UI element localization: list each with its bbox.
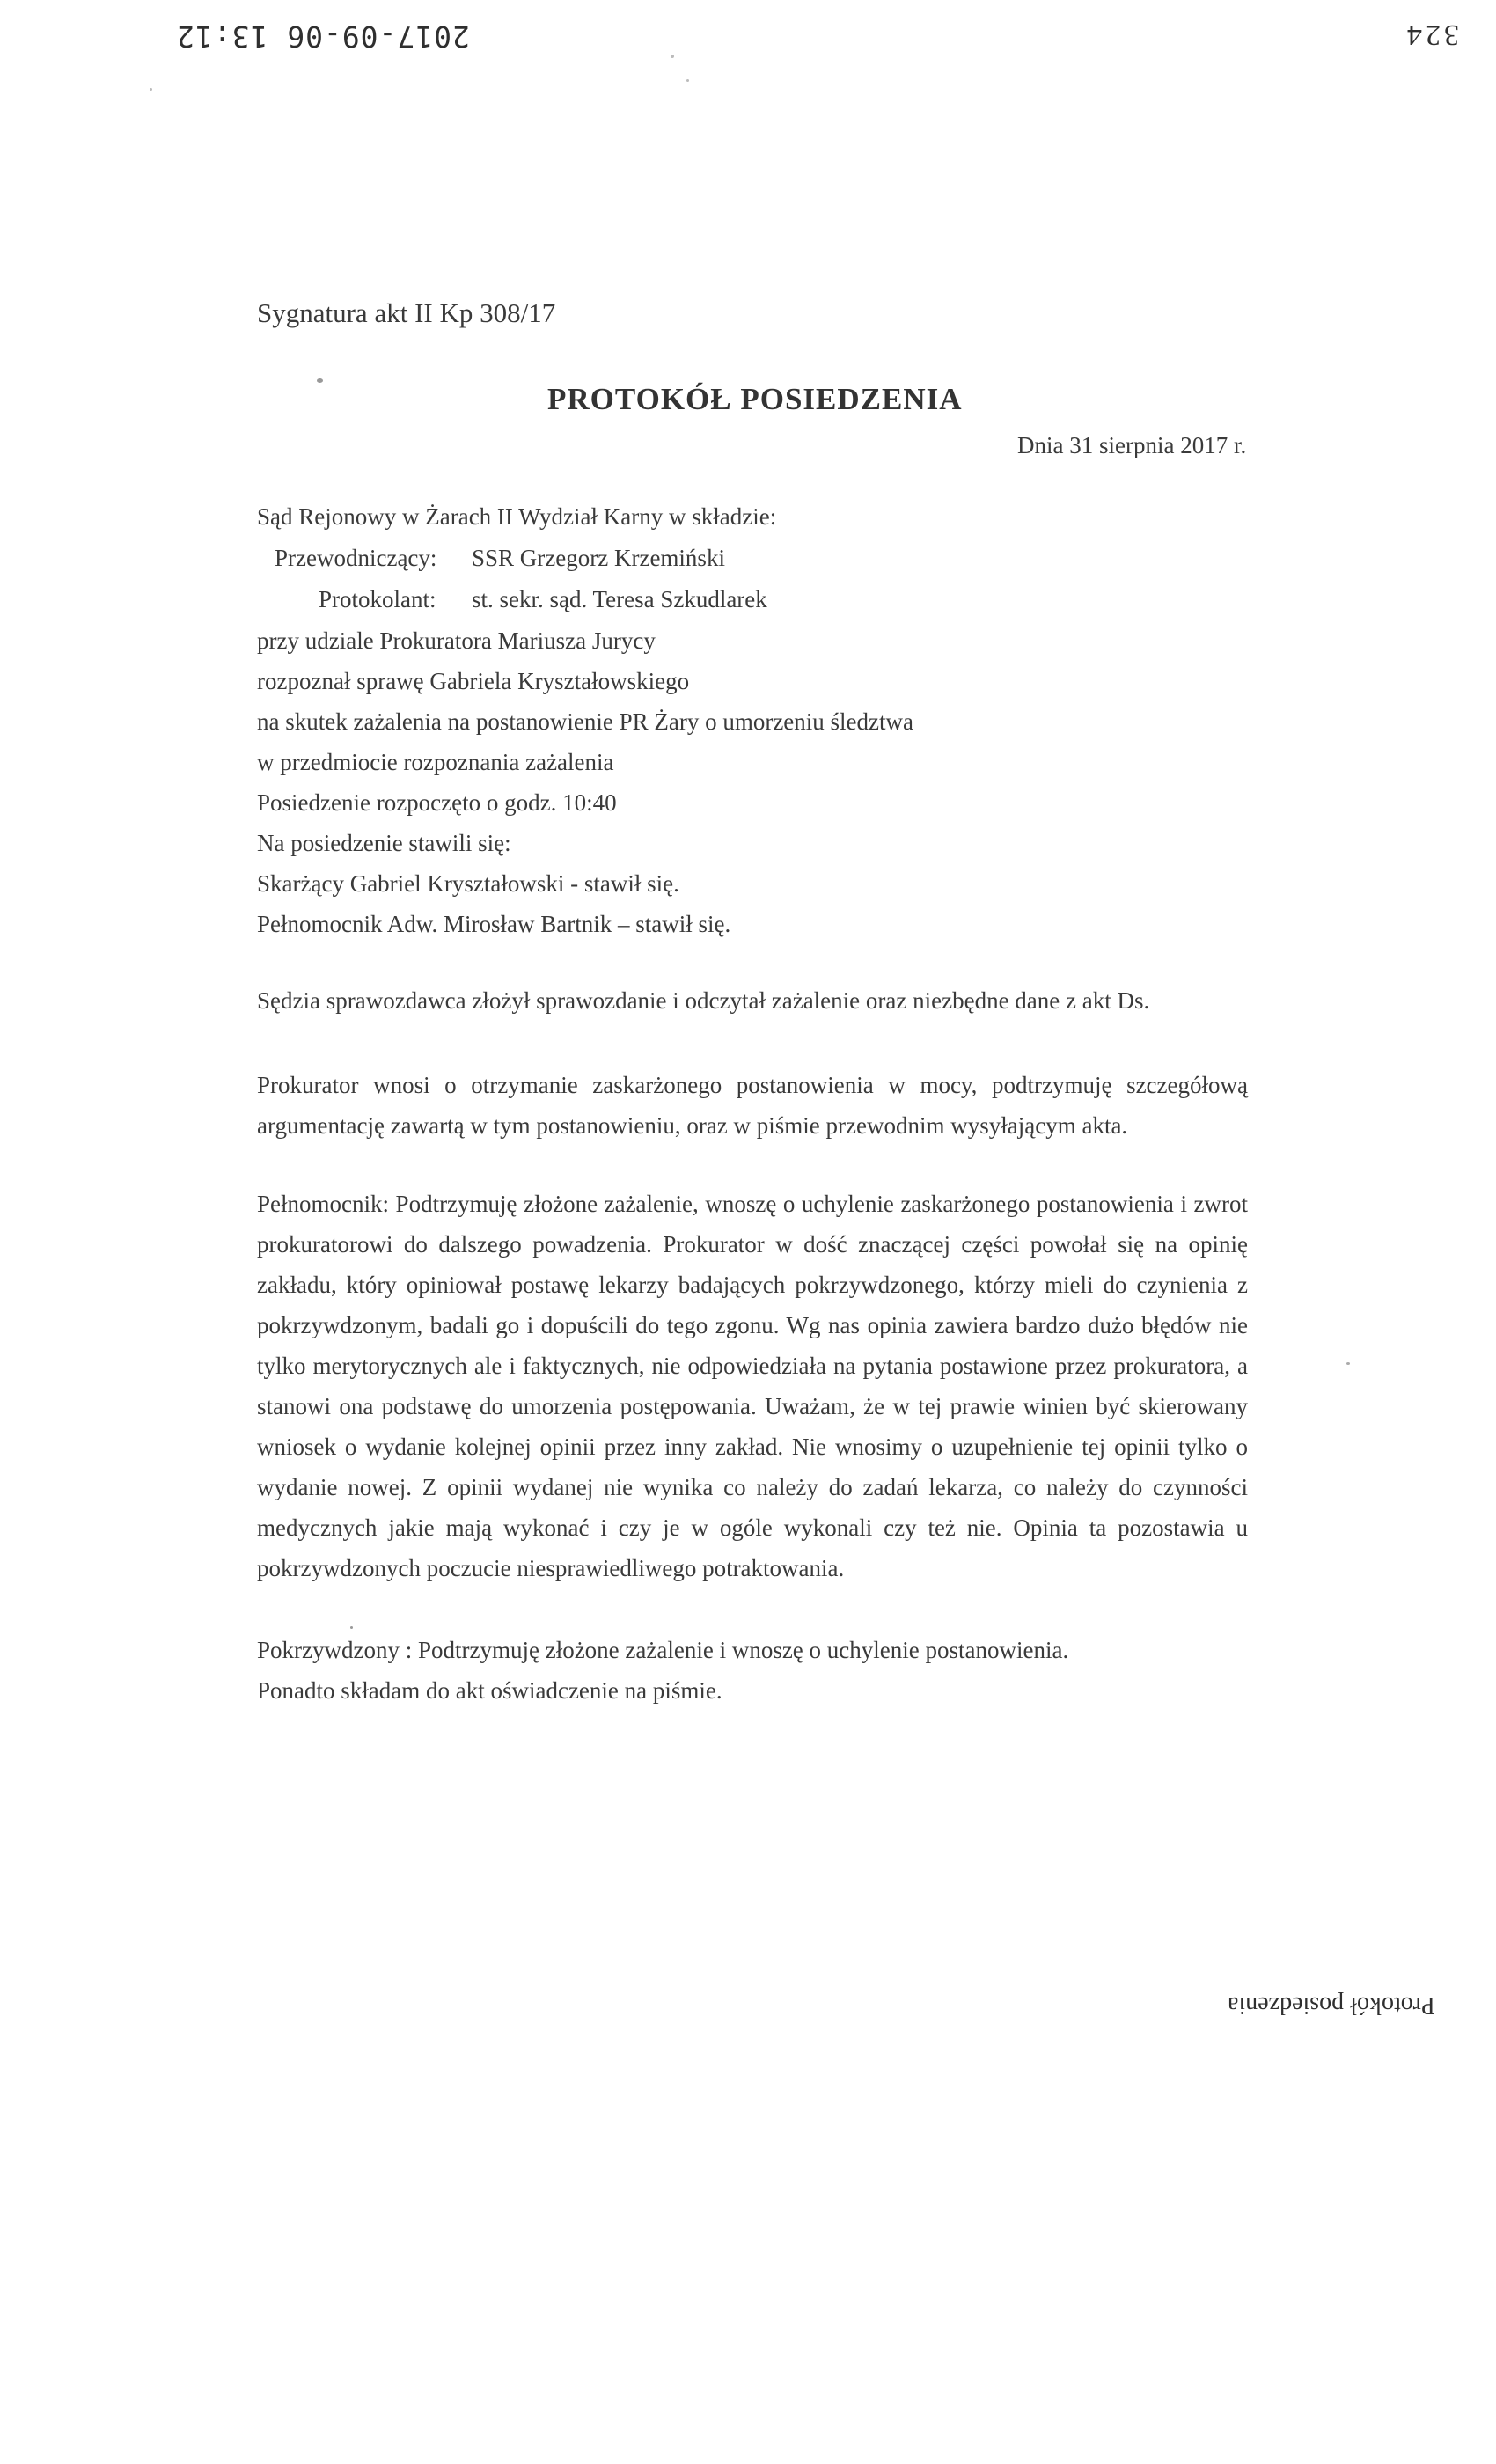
prosecutor-statement: Prokurator wnosi o otrzymanie zaskarżonego postanowienia w mocy, podtrzymuję szczegółową argumentację zawartą w tym postanowieniu, oraz w piśmie przewodnim wysyłającym akta. (257, 1072, 1248, 1139)
case-line: rozpoznał sprawę Gabriela Kryształowskiego (257, 668, 690, 694)
scan-speck (350, 1626, 353, 1629)
case-number: Sygnatura akt II Kp 308/17 (257, 297, 556, 328)
chair-label: Przewodniczący: (275, 545, 437, 571)
attendance-header: Na posiedzenie stawili się: (257, 830, 511, 856)
clerk-row (319, 584, 767, 614)
footer-label: Protokół posiedzenia (1228, 1991, 1435, 2019)
document-title: PROTOKÓŁ POSIEDZENIA (547, 382, 963, 416)
scan-speck (1346, 1362, 1350, 1365)
scan-speck (686, 79, 689, 82)
page-number: 324 (1404, 18, 1459, 51)
judge-report: Sędzia sprawozdawca złożył sprawozdanie i odczytał zażalenie oraz niezbędne dane z akt Ds. (257, 987, 1150, 1014)
scan-timestamp-stamp: 2017-09-06 13:12 (176, 19, 470, 54)
subject-line: w przedmiocie rozpoznania zażalenia (257, 749, 614, 775)
injured-statement: Pokrzywdzony : Podtrzymuję złożone zażalenie i wnoszę o uchylenie postanowienia. (257, 1637, 1069, 1663)
complainant-line: Skarżący Gabriel Kryształowski - stawił się. (257, 870, 679, 897)
clerk-label: Protokolant: (319, 586, 436, 612)
chair-row (275, 543, 725, 573)
scan-speck (317, 378, 323, 383)
injured-statement-continued: Ponadto składam do akt oświadczenie na piśmie. (257, 1677, 722, 1704)
complaint-line: na skutek zażalenia na postanowienie PR Żary o umorzeniu śledztwa (257, 708, 913, 735)
court-composition: Sąd Rejonowy w Żarach II Wydział Karny w składzie: (257, 503, 777, 530)
scan-speck (150, 88, 152, 91)
prosecutor-line: przy udziale Prokuratora Mariusza Jurycy (257, 627, 656, 654)
attorney-line: Pełnomocnik Adw. Mirosław Bartnik – stawił się. (257, 911, 731, 937)
document-date: Dnia 31 sierpnia 2017 r. (1017, 432, 1247, 458)
attorney-statement: Pełnomocnik: Podtrzymuję złożone zażalenie, wnoszę o uchylenie zaskarżonego postanowienia i zwrot prokuratorowi do dalszego powadzenia. Prokurator w dość znaczącej części powołał się na opinię zakładu, który opiniował postawę lekarzy badających pokrzywdzonego, którzy mieli do czynienia z pokrzywdzonym, badali go i dopuścili do tego zgonu. Wg nas opinia zawiera bardzo dużo błędów nie tylko merytorycznych ale i faktycznych, nie odpowiedziała na pytania postawione przez prokuratora, a stanowi ona podstawę do umorzenia postępowania. Uważam, że w tej prawie winien być skierowany wniosek o wydanie kolejnej opinii przez inny zakład. Nie wnosimy o uzupełnienie tej opinii tylko o wydanie nowej. Z opinii wydanej nie wynika co należy do zadań lekarza, co należy do czynności medycznych jakie mają wykonać i czy je w ogóle wykonali czy też nie. Opinia ta pozostawia u pokrzywdzonych poczucie niesprawiedliwego potraktowania. (257, 1191, 1248, 1581)
scan-speck (671, 55, 674, 58)
start-time-line: Posiedzenie rozpoczęto o godz. 10:40 (257, 789, 617, 816)
blank-page-area (0, 2050, 1496, 2464)
clerk-value: st. sekr. sąd. Teresa Szkudlarek (472, 586, 767, 612)
chair-value: SSR Grzegorz Krzemiński (472, 545, 725, 571)
